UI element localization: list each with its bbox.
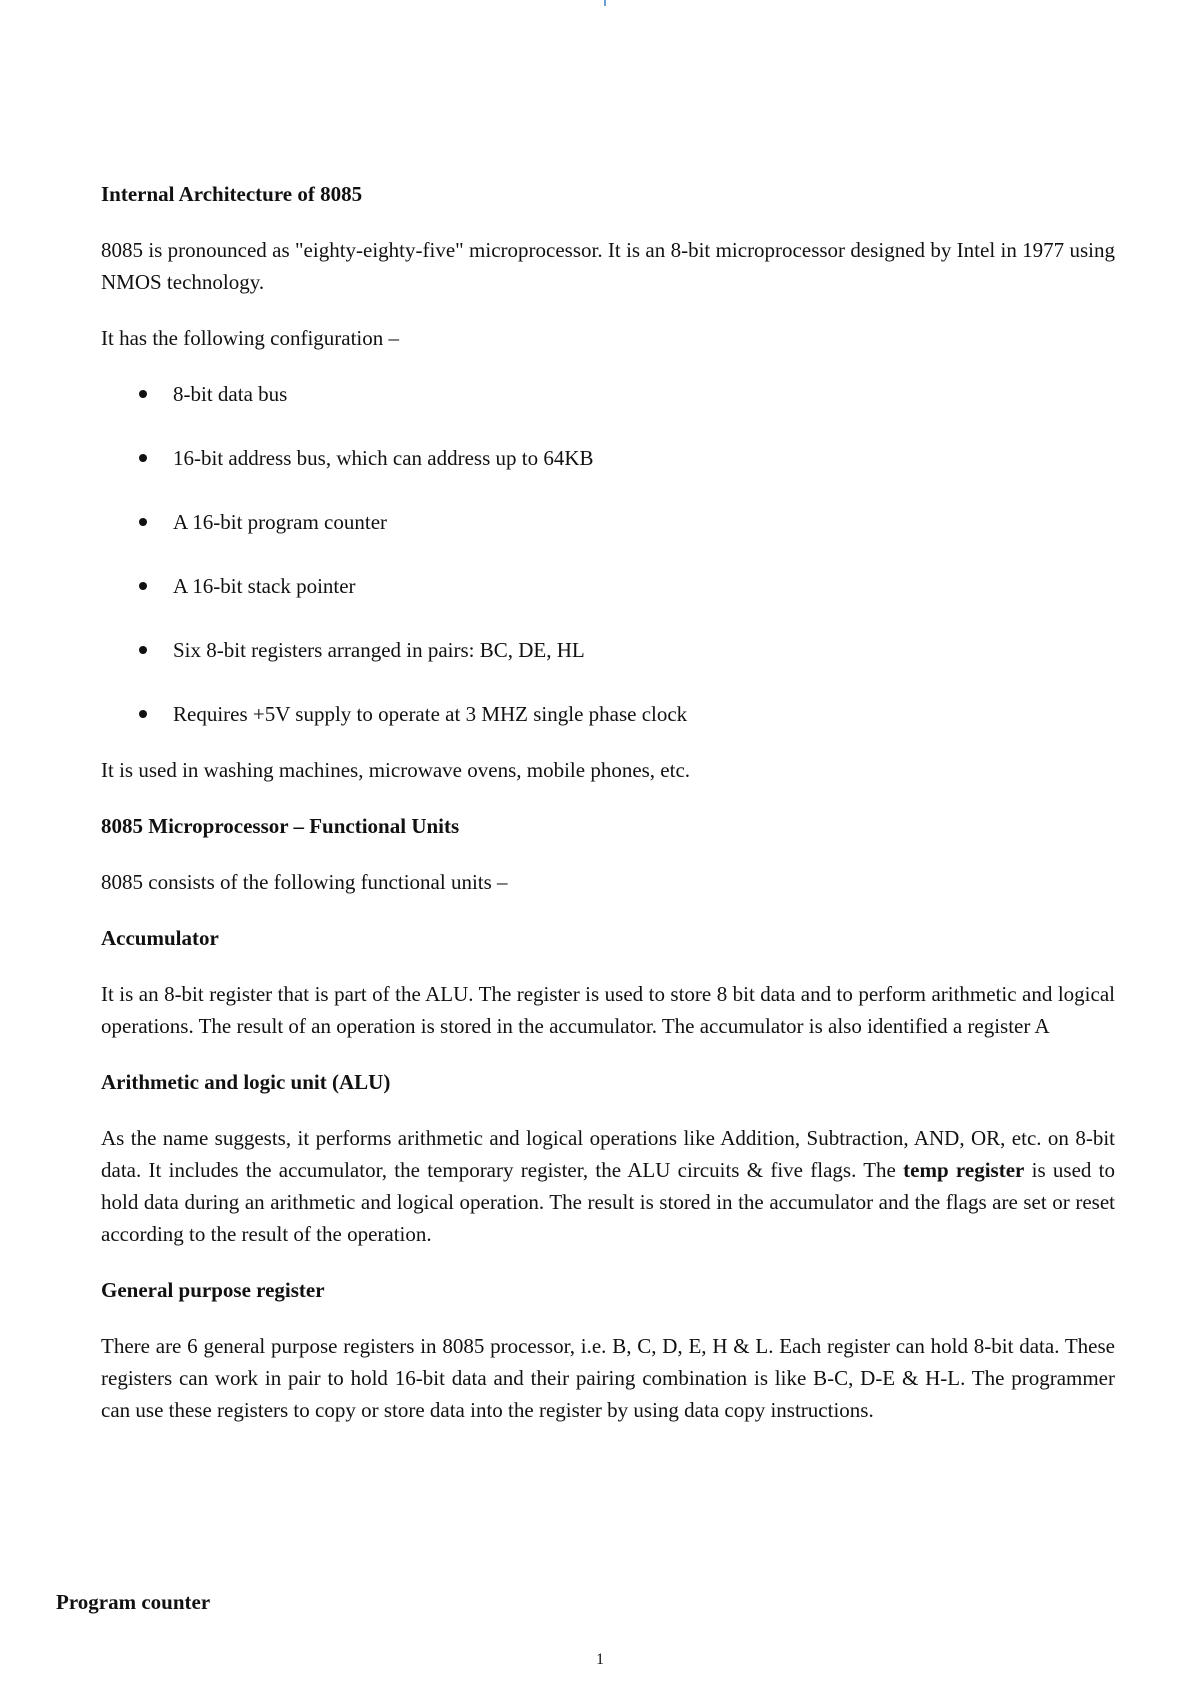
intro-paragraph: 8085 is pronounced as "eighty-eighty-five" microprocessor. It is an 8-bit microprocessor designed by Intel in 1977 using NMOS technology. — [101, 238, 1115, 294]
bullet-icon — [139, 710, 147, 718]
bullet-icon — [139, 582, 147, 590]
alu-heading: Arithmetic and logic unit (ALU) — [101, 1070, 391, 1094]
page-number: 1 — [596, 1651, 604, 1668]
page-title: Internal Architecture of 8085 — [101, 182, 363, 206]
list-item: A 16-bit stack pointer — [101, 570, 1115, 602]
functional-units-heading: 8085 Microprocessor – Functional Units — [101, 814, 460, 838]
accumulator-heading: Accumulator — [101, 926, 219, 950]
bullet-icon — [139, 518, 147, 526]
bullet-icon — [139, 390, 147, 398]
functional-units-lead: 8085 consists of the following functional units – — [101, 870, 508, 894]
list-item: 16-bit address bus, which can address up to 64KB — [101, 442, 1115, 474]
temp-register-term: temp register — [903, 1158, 1025, 1182]
document-body — [101, 178, 1115, 1450]
bullet-icon — [139, 454, 147, 462]
accumulator-paragraph: It is an 8-bit register that is part of the ALU. The register is used to store 8 bit data and to perform arithmetic and logical operations. The result of an operation is stored in the accumulator. The accumulator is also identified a register A — [101, 982, 1115, 1038]
alu-paragraph: As the name suggests, it performs arithmetic and logical operations like Addition, Subtraction, AND, OR, etc. on 8-bit data. It includes the accumulator, the temporary register, the ALU circuits & five flags. The temp register is used to hold data during an arithmetic and logical operation. The result is stored in the accumulator and the flags are set or reset according to the result of the operation. — [101, 1126, 1116, 1246]
list-item: A 16-bit program counter — [101, 506, 1115, 538]
config-lead: It has the following configuration – — [101, 326, 400, 350]
program-counter-heading: Program counter — [56, 1590, 211, 1614]
config-list — [101, 378, 1115, 730]
usage-paragraph: It is used in washing machines, microwave ovens, mobile phones, etc. — [101, 758, 691, 782]
list-item: 8-bit data bus — [101, 378, 1115, 410]
gpr-paragraph: There are 6 general purpose registers in 8085 processor, i.e. B, C, D, E, H & L. Each register can hold 8-bit data. These registers can work in pair to hold 16-bit data and their pairing combination is like B-C, D-E & H-L. The programmer can use these registers to copy or store data into the register by using data copy instructions. — [101, 1334, 1115, 1422]
list-item: Six 8-bit registers arranged in pairs: BC, DE, HL — [101, 634, 1115, 666]
list-item: Requires +5V supply to operate at 3 MHZ single phase clock — [101, 698, 1115, 730]
top-edge-mark — [604, 0, 606, 6]
bullet-icon — [139, 646, 147, 654]
gpr-heading: General purpose register — [101, 1278, 325, 1302]
